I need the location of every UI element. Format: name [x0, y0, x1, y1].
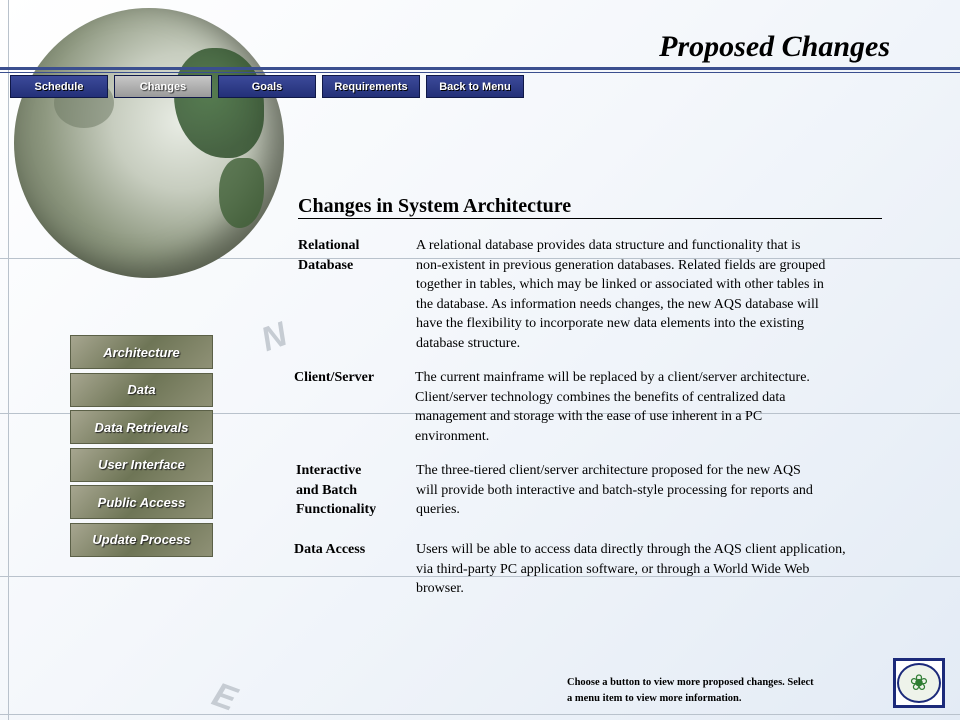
desc-line: queries.: [416, 502, 460, 517]
term-client-server: [294, 368, 374, 388]
desc-data-access: [416, 540, 846, 599]
term-line: Functionality: [296, 502, 377, 517]
footer-line: Choose a button to view more proposed changes. Select: [567, 677, 814, 688]
page-title: Proposed Changes: [659, 30, 890, 63]
desc-client-server: [415, 368, 810, 446]
side-update-process-button[interactable]: Update Process: [70, 523, 213, 557]
desc-line: together in tables, which may be linked or associated with other tables in: [416, 277, 824, 292]
desc-relational-database: [416, 236, 825, 353]
desc-line: database structure.: [416, 335, 521, 351]
desc-interactive-batch: [416, 461, 813, 520]
nav-requirements-button[interactable]: Requirements: [322, 75, 420, 98]
footer-instructions: [567, 675, 897, 707]
title-rule: [0, 67, 960, 70]
side-data-button[interactable]: Data: [70, 373, 213, 407]
desc-line: the database. As information needs changes, the new AQS database will: [416, 296, 819, 312]
desc-line: have the flexibility to incorporate new data elements into the existing: [416, 316, 804, 331]
term-line: Client/Server: [294, 370, 375, 385]
desc-line: via third-party PC application software, or through a World Wide Web: [416, 561, 810, 577]
term-line: Data Access: [294, 542, 366, 557]
globe-icon: [14, 8, 284, 278]
desc-line: non-existent in previous generation databases. Related fields are grouped: [416, 257, 826, 273]
term-relational-database: [298, 236, 359, 275]
side-user-interface-button[interactable]: User Interface: [70, 448, 213, 482]
desc-line: environment.: [415, 428, 490, 444]
term-line: Database: [298, 257, 354, 273]
desc-line: A relational database provides data structure and functionality that is: [416, 238, 801, 253]
side-architecture-button[interactable]: Architecture: [70, 335, 213, 369]
side-public-access-button[interactable]: Public Access: [70, 485, 213, 519]
term-interactive-batch: [296, 461, 376, 520]
section-heading: Changes in System Architecture: [298, 195, 882, 219]
title-rule: [0, 72, 960, 73]
term-line: and Batch: [296, 482, 358, 498]
side-data-retrievals-button[interactable]: Data Retrievals: [70, 410, 213, 444]
epa-flower-icon: ❀: [897, 663, 941, 703]
desc-line: Client/server technology combines the benefits of centralized data: [415, 389, 786, 405]
desc-line: The current mainframe will be replaced by a client/server architecture.: [415, 370, 810, 385]
top-nav: [10, 75, 524, 98]
footer-line: a menu item to view more information.: [567, 693, 742, 704]
grid-line: [8, 0, 9, 720]
desc-line: will provide both interactive and batch-style processing for reports and: [416, 482, 813, 498]
side-nav: [70, 335, 213, 561]
nav-changes-button[interactable]: Changes: [114, 75, 212, 98]
term-line: Interactive: [296, 463, 362, 478]
desc-line: browser.: [416, 581, 464, 596]
desc-line: Users will be able to access data directly through the AQS client application,: [416, 542, 846, 557]
nav-goals-button[interactable]: Goals: [218, 75, 316, 98]
desc-line: The three-tiered client/server architecture proposed for the new AQS: [416, 463, 801, 478]
compass-n-letter: N: [256, 314, 293, 360]
nav-back-to-menu-button[interactable]: Back to Menu: [426, 75, 524, 98]
term-line: Relational: [298, 238, 360, 253]
compass-e-letter: E: [207, 675, 242, 719]
epa-logo-icon[interactable]: [893, 658, 945, 708]
nav-schedule-button[interactable]: Schedule: [10, 75, 108, 98]
desc-line: management and storage with the ease of use inherent in a PC: [415, 409, 763, 424]
grid-line: [0, 714, 960, 715]
term-data-access: [294, 540, 365, 560]
